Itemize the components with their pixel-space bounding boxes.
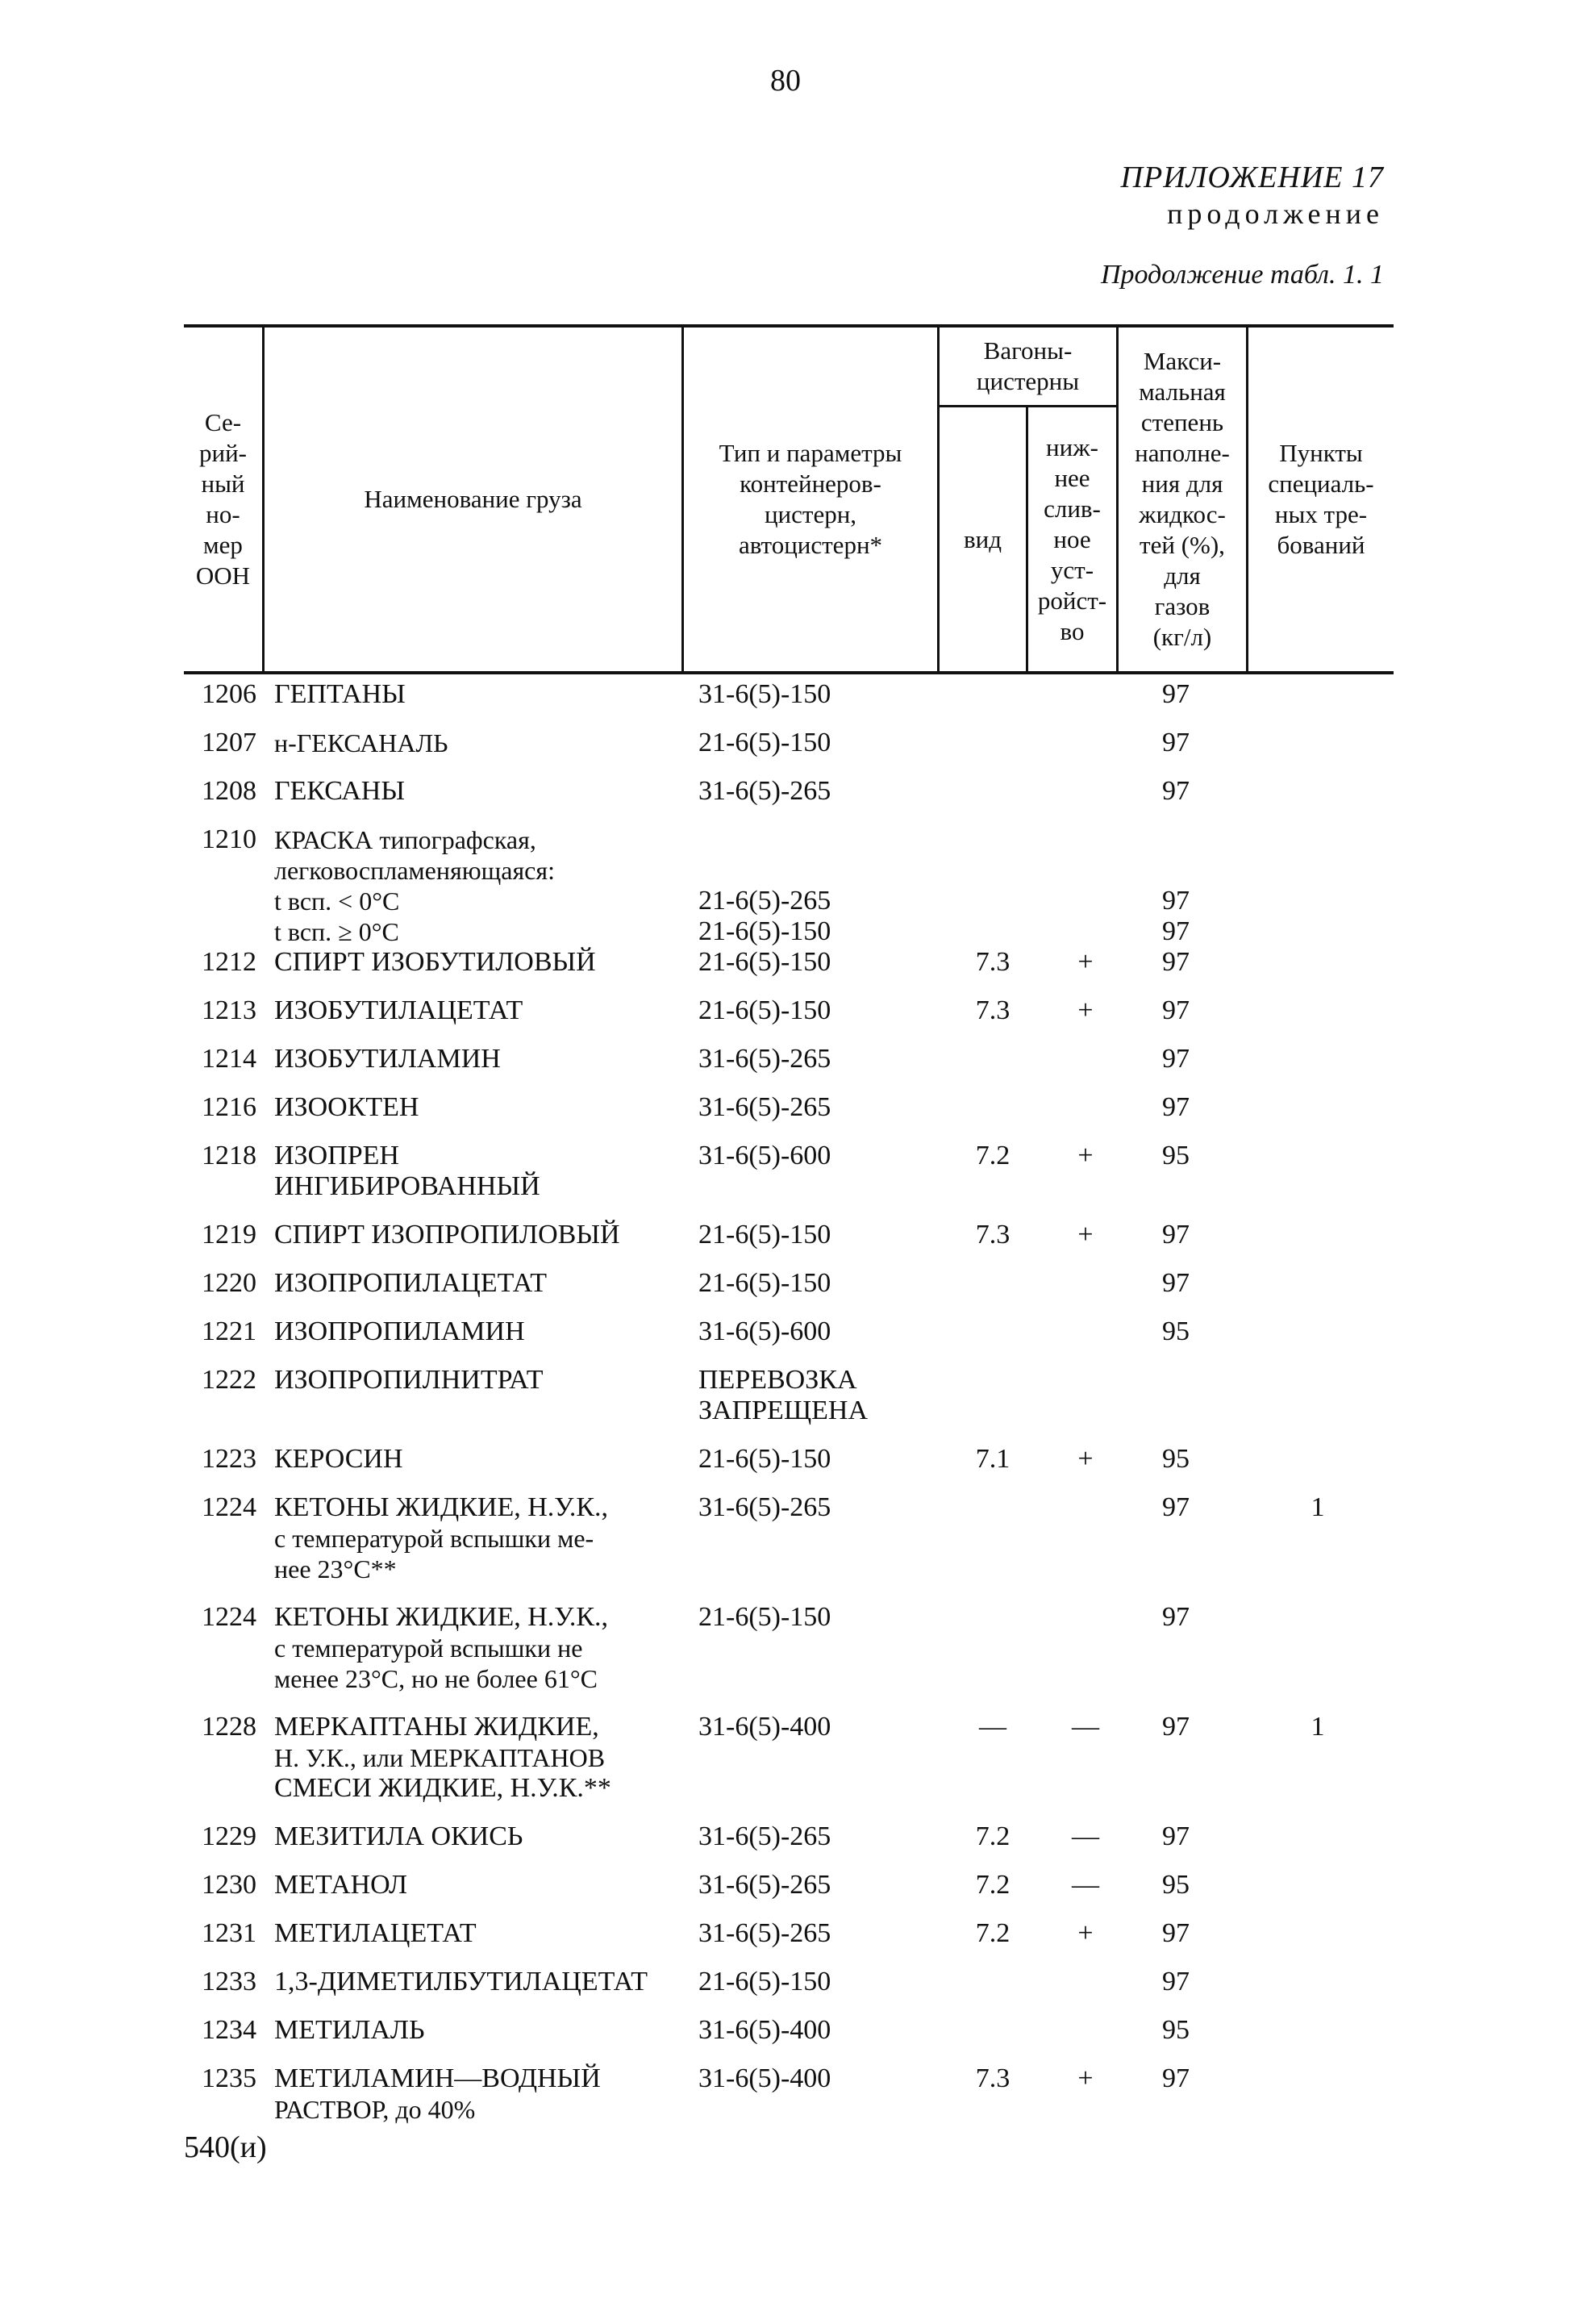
max-fill: 97 bbox=[1162, 1220, 1190, 1250]
cargo-name-line: ИЗОПРОПИЛАМИН bbox=[274, 1316, 525, 1346]
header-line: мальная bbox=[1139, 378, 1226, 406]
max-fill: 97 bbox=[1162, 1712, 1190, 1742]
table-row bbox=[184, 916, 1394, 947]
un-number: 1208 bbox=[202, 776, 256, 806]
un-number: 1213 bbox=[202, 995, 256, 1025]
header-line: ное bbox=[1053, 525, 1091, 553]
container-type: 31-6(5)-265 bbox=[698, 1870, 831, 1900]
un-number: 1210 bbox=[202, 824, 256, 854]
container-type: 31-6(5)-265 bbox=[698, 1918, 831, 1948]
table-row bbox=[184, 1602, 1394, 1694]
header-line: тей (%), bbox=[1140, 531, 1225, 559]
cargo-name-line: МЕТИЛАЛЬ bbox=[274, 2015, 425, 2045]
un-number: 1221 bbox=[202, 1316, 256, 1346]
max-fill: 95 bbox=[1162, 2015, 1190, 2045]
cargo-name-line: СПИРТ ИЗОПРОПИЛОВЫЙ bbox=[274, 1220, 620, 1250]
max-fill: 95 bbox=[1162, 1870, 1190, 1900]
header-line: ный bbox=[201, 469, 245, 498]
table-caption: Продолжение табл. 1. 1 bbox=[1100, 260, 1384, 290]
un-number: 1218 bbox=[202, 1141, 256, 1170]
header-line: жидкос- bbox=[1139, 500, 1226, 528]
bottom-drain: — bbox=[1072, 1712, 1099, 1742]
header-line: но- bbox=[206, 500, 240, 528]
max-fill: 97 bbox=[1162, 995, 1190, 1025]
header-drain bbox=[1028, 408, 1116, 671]
header-line: нее bbox=[1054, 464, 1090, 492]
container-type: 31-6(5)-265 bbox=[698, 1044, 831, 1074]
cargo-name-line: ИЗОБУТИЛАМИН bbox=[274, 1044, 501, 1074]
un-number: 1216 bbox=[202, 1092, 256, 1122]
max-fill: 97 bbox=[1162, 1092, 1190, 1122]
container-type: 31-6(5)-400 bbox=[698, 2015, 831, 2045]
container-type: 21-6(5)-150 bbox=[698, 947, 831, 977]
max-fill: 97 bbox=[1162, 886, 1190, 916]
cargo-name-line: КРАСКА типографская, bbox=[274, 825, 536, 854]
header-type bbox=[684, 328, 937, 671]
table-row bbox=[184, 1918, 1394, 1949]
container-type: 21-6(5)-150 bbox=[698, 1967, 831, 1996]
cargo-name-line: с температурой вспышки не bbox=[274, 1633, 583, 1663]
header-line: мер bbox=[203, 531, 243, 559]
header-line: наполне- bbox=[1135, 439, 1230, 467]
bottom-drain: + bbox=[1077, 1141, 1094, 1170]
cargo-name-line: ИНГИБИРОВАННЫЙ bbox=[274, 1171, 540, 1201]
container-type: 21-6(5)-150 bbox=[698, 995, 831, 1025]
un-number: 1207 bbox=[202, 728, 256, 757]
table-row bbox=[184, 1870, 1394, 1901]
container-type: 31-6(5)-265 bbox=[698, 1821, 831, 1851]
table-row bbox=[184, 1220, 1394, 1250]
un-number: 1223 bbox=[202, 1444, 256, 1474]
wagon-type: 7.2 bbox=[975, 1870, 1011, 1900]
table-row bbox=[184, 1444, 1394, 1475]
max-fill: 97 bbox=[1162, 1918, 1190, 1948]
cargo-name-line: 1,3-ДИМЕТИЛБУТИЛАЦЕТАТ bbox=[274, 1967, 648, 1996]
header-line: Тип и параметры bbox=[719, 439, 902, 467]
table-row bbox=[184, 2063, 1394, 2125]
cargo-name-line: н-ГЕКСАНАЛЬ bbox=[274, 728, 448, 757]
table-row bbox=[184, 728, 1394, 758]
cargo-name-line: ГЕКСАНЫ bbox=[274, 776, 405, 806]
header-line: во bbox=[1060, 617, 1085, 645]
table-header-bottom-rule bbox=[184, 671, 1394, 674]
cargo-name-line: с температурой вспышки ме- bbox=[274, 1524, 594, 1553]
cargo-name-line: менее 23°С, но не более 61°С bbox=[274, 1664, 598, 1693]
wagon-type: 7.3 bbox=[975, 2063, 1011, 2093]
un-number: 1228 bbox=[202, 1712, 256, 1742]
cargo-name-line: t всп. ≥ 0°С bbox=[274, 917, 399, 946]
container-type: 21-6(5)-150 bbox=[698, 728, 831, 757]
un-number: 1220 bbox=[202, 1268, 256, 1298]
header-special bbox=[1248, 328, 1394, 671]
header-line: специаль- bbox=[1268, 469, 1374, 498]
bottom-drain: + bbox=[1077, 1444, 1094, 1474]
container-type: 31-6(5)-400 bbox=[698, 2063, 831, 2093]
table-row bbox=[184, 1044, 1394, 1074]
footer-code: 540(и) bbox=[184, 2130, 267, 2164]
container-type: 21-6(5)-150 bbox=[698, 1268, 831, 1298]
header-line: автоцистерн* bbox=[738, 531, 883, 559]
wagon-type: 7.2 bbox=[975, 1821, 1011, 1851]
cargo-name-line: t всп. < 0°С bbox=[274, 887, 400, 916]
table-row bbox=[184, 1967, 1394, 1997]
max-fill: 97 bbox=[1162, 776, 1190, 806]
bottom-drain: + bbox=[1077, 1220, 1094, 1250]
header-wagons bbox=[940, 328, 1116, 405]
appendix-title: ПРИЛОЖЕНИЕ 17 bbox=[1120, 161, 1384, 194]
wagon-type: 7.2 bbox=[975, 1141, 1011, 1170]
container-type: 21-6(5)-150 bbox=[698, 1602, 831, 1632]
header-line: контейнеров- bbox=[740, 469, 881, 498]
un-number: 1235 bbox=[202, 2063, 256, 2093]
table-row bbox=[184, 1365, 1394, 1425]
header-serial bbox=[184, 328, 262, 671]
container-type: 31-6(5)-150 bbox=[698, 679, 831, 709]
header-line: Пункты bbox=[1279, 439, 1363, 467]
header-line: ния для bbox=[1141, 469, 1223, 498]
container-type: 31-6(5)-400 bbox=[698, 1712, 831, 1742]
cargo-name-line: СМЕСИ ЖИДКИЕ, Н.У.К.** bbox=[274, 1773, 611, 1803]
wagon-type: 7.2 bbox=[975, 1918, 1011, 1948]
header-line: Макси- bbox=[1143, 347, 1222, 375]
header-vid: вид bbox=[964, 525, 1002, 553]
bottom-drain: — bbox=[1072, 1821, 1099, 1851]
container-type: 21-6(5)-150 bbox=[698, 916, 831, 946]
table-row bbox=[184, 824, 1394, 886]
bottom-drain: + bbox=[1077, 995, 1094, 1025]
un-number: 1233 bbox=[202, 1967, 256, 1996]
wagon-type: — bbox=[979, 1712, 1006, 1742]
container-type: 31-6(5)-600 bbox=[698, 1141, 831, 1170]
header-line: уст- bbox=[1050, 556, 1094, 584]
header-line: цистерн, bbox=[764, 500, 857, 528]
container-type: 31-6(5)-265 bbox=[698, 1092, 831, 1122]
cargo-name-line: ИЗОПРОПИЛАЦЕТАТ bbox=[274, 1268, 548, 1298]
max-fill: 97 bbox=[1162, 1268, 1190, 1298]
cargo-name-line: РАСТВОР, до 40% bbox=[274, 2095, 476, 2124]
max-fill: 97 bbox=[1162, 947, 1190, 977]
header-line: Вагоны- bbox=[983, 336, 1073, 365]
cargo-name-line: ИЗОПРОПИЛНИТРАТ bbox=[274, 1365, 544, 1395]
cargo-name-line: СПИРТ ИЗОБУТИЛОВЫЙ bbox=[274, 947, 596, 977]
table-row bbox=[184, 995, 1394, 1026]
container-type: 21-6(5)-265 bbox=[698, 886, 831, 916]
cargo-name-line: МЕРКАПТАНЫ ЖИДКИЕ, bbox=[274, 1712, 599, 1742]
header-line: степень bbox=[1140, 408, 1224, 436]
cargo-name-line: Н. У.К., или МЕРКАПТАНОВ bbox=[274, 1743, 606, 1772]
un-number: 1224 bbox=[202, 1602, 256, 1632]
container-type: 31-6(5)-265 bbox=[698, 776, 831, 806]
bottom-drain: — bbox=[1072, 1870, 1099, 1900]
cargo-name-line: КЕТОНЫ ЖИДКИЕ, Н.У.К., bbox=[274, 1602, 608, 1632]
table-row bbox=[184, 947, 1394, 978]
table-row bbox=[184, 1316, 1394, 1347]
table-row bbox=[184, 1268, 1394, 1299]
special-requirements: 1 bbox=[1311, 1492, 1325, 1522]
max-fill: 97 bbox=[1162, 1492, 1190, 1522]
un-number: 1230 bbox=[202, 1870, 256, 1900]
container-type: 31-6(5)-265 bbox=[698, 1492, 831, 1522]
header-line: ных тре- bbox=[1274, 500, 1368, 528]
table-row bbox=[184, 1141, 1394, 1202]
header-line: (кг/л) bbox=[1152, 623, 1212, 651]
cargo-name-line: МЕТАНОЛ bbox=[274, 1870, 408, 1900]
bottom-drain: + bbox=[1077, 947, 1094, 977]
table-row bbox=[184, 1092, 1394, 1123]
appendix-subtitle: продолжение bbox=[1167, 198, 1384, 230]
cargo-name-line: ИЗОПРЕН bbox=[274, 1141, 399, 1170]
container-type: 21-6(5)-150 bbox=[698, 1444, 831, 1474]
cargo-name-line: ГЕПТАНЫ bbox=[274, 679, 406, 709]
max-fill: 97 bbox=[1162, 1602, 1190, 1632]
cargo-name-line: МЕТИЛАЦЕТАТ bbox=[274, 1918, 477, 1948]
cargo-name-line: ИЗОБУТИЛАЦЕТАТ bbox=[274, 995, 523, 1025]
header-line: для bbox=[1164, 561, 1201, 590]
max-fill: 97 bbox=[1162, 2063, 1190, 2093]
un-number: 1206 bbox=[202, 679, 256, 709]
table-row bbox=[184, 886, 1394, 916]
header-line: цистерны bbox=[976, 367, 1080, 395]
max-fill: 95 bbox=[1162, 1316, 1190, 1346]
un-number: 1212 bbox=[202, 947, 256, 977]
cargo-name-line: МЕТИЛАМИН—ВОДНЫЙ bbox=[274, 2063, 601, 2093]
max-fill: 97 bbox=[1162, 1821, 1190, 1851]
header-name: Наименование груза bbox=[364, 485, 582, 513]
table-row bbox=[184, 1492, 1394, 1584]
wagon-type: 7.3 bbox=[975, 1220, 1011, 1250]
table-row bbox=[184, 679, 1394, 710]
max-fill: 97 bbox=[1162, 728, 1190, 757]
un-number: 1224 bbox=[202, 1492, 256, 1522]
header-line: ООН bbox=[195, 561, 251, 590]
max-fill: 97 bbox=[1162, 1967, 1190, 1996]
page-number: 80 bbox=[770, 64, 801, 98]
header-line: ройст- bbox=[1037, 586, 1107, 615]
un-number: 1219 bbox=[202, 1220, 256, 1250]
cargo-name-line: КЕТОНЫ ЖИДКИЕ, Н.У.К., bbox=[274, 1492, 608, 1522]
header-line: Се- bbox=[204, 408, 242, 436]
cargo-name bbox=[274, 824, 855, 886]
header-max-fill bbox=[1119, 328, 1246, 671]
un-number: 1231 bbox=[202, 1918, 256, 1948]
bottom-drain: + bbox=[1077, 2063, 1094, 2093]
header-line: газов bbox=[1154, 592, 1211, 620]
special-requirements: 1 bbox=[1311, 1712, 1325, 1742]
wagon-type: 7.1 bbox=[975, 1444, 1011, 1474]
table-row bbox=[184, 1821, 1394, 1852]
max-fill: 95 bbox=[1162, 1444, 1190, 1474]
cargo-name-line: ИЗООКТЕН bbox=[274, 1092, 419, 1122]
max-fill: 97 bbox=[1162, 916, 1190, 946]
bottom-drain: + bbox=[1077, 1918, 1094, 1948]
header-line: рий- bbox=[198, 439, 247, 467]
wagon-type: 7.3 bbox=[975, 995, 1011, 1025]
header-line: слив- bbox=[1044, 494, 1101, 523]
max-fill: 97 bbox=[1162, 1044, 1190, 1074]
max-fill: 97 bbox=[1162, 679, 1190, 709]
container-type: 21-6(5)-150 bbox=[698, 1220, 831, 1250]
table-row bbox=[184, 776, 1394, 807]
cargo-name-line: МЕЗИТИЛА ОКИСЬ bbox=[274, 1821, 523, 1851]
table-row bbox=[184, 1712, 1394, 1804]
un-number: 1214 bbox=[202, 1044, 256, 1074]
max-fill: 95 bbox=[1162, 1141, 1190, 1170]
header-line: ниж- bbox=[1046, 433, 1098, 461]
header-line: бований bbox=[1277, 531, 1365, 559]
cargo-name-line: КЕРОСИН bbox=[274, 1444, 403, 1474]
un-number: 1222 bbox=[202, 1365, 256, 1395]
container-type: ПЕРЕВОЗКА ЗАПРЕЩЕНА bbox=[698, 1365, 868, 1425]
container-type: 31-6(5)-600 bbox=[698, 1316, 831, 1346]
wagon-type: 7.3 bbox=[975, 947, 1011, 977]
cargo-name-line: легковоспламеняющаяся: bbox=[274, 856, 555, 885]
cargo-name-line: нее 23°С** bbox=[274, 1554, 397, 1583]
table-row bbox=[184, 2015, 1394, 2046]
un-number: 1234 bbox=[202, 2015, 256, 2045]
un-number: 1229 bbox=[202, 1821, 256, 1851]
